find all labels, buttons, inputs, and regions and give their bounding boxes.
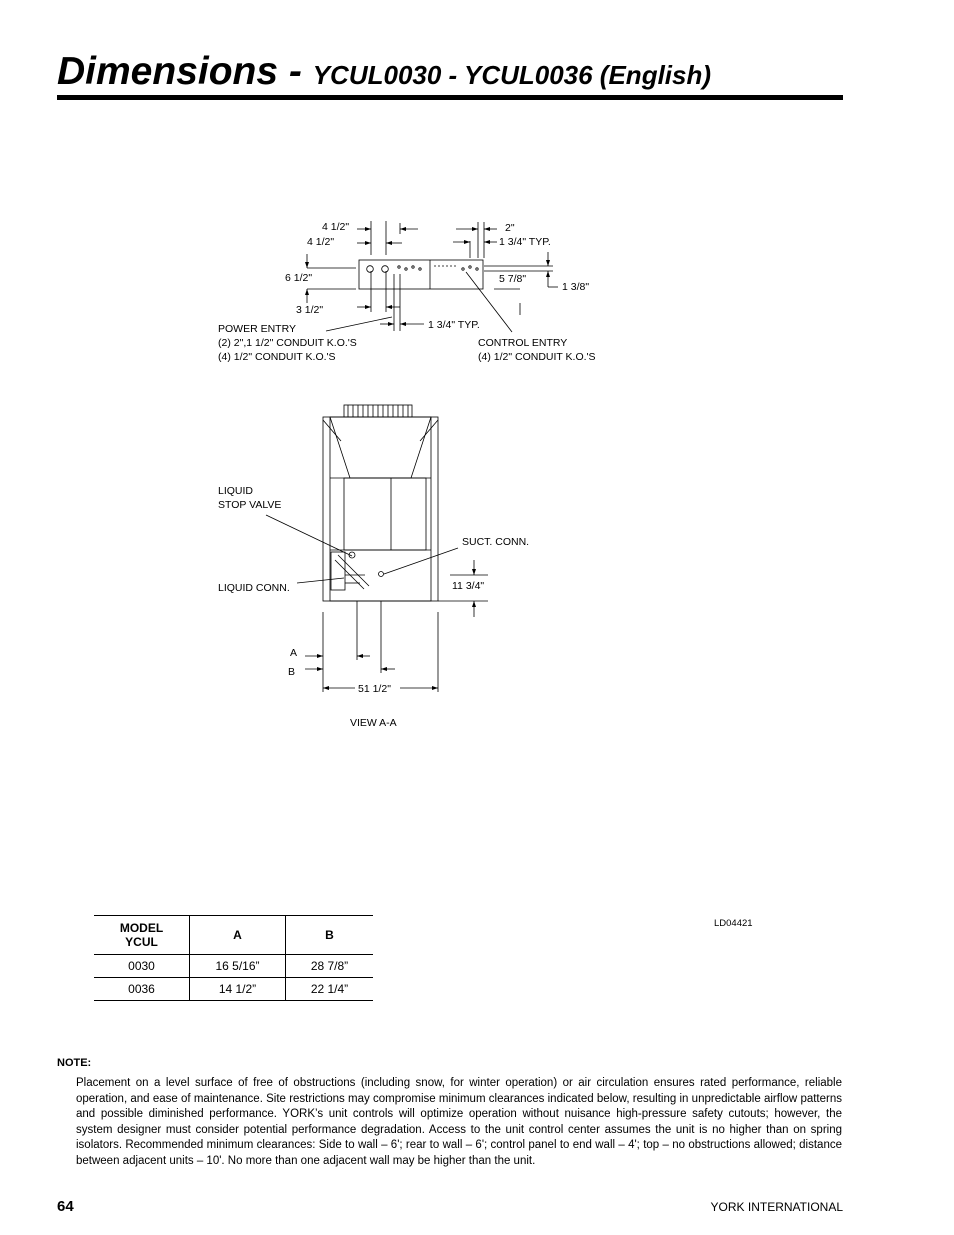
table-cell: 28 7/8” (286, 955, 374, 978)
dim-label: 11 3/4" (452, 580, 485, 592)
title-sub: YCUL0030 - YCUL0036 (English) (312, 60, 712, 90)
control-entry-label: CONTROL ENTRY (4) 1/2" CONDUIT K.O.'S (478, 337, 596, 363)
view-caption: VIEW A-A (350, 717, 397, 729)
table-cell: 0036 (94, 978, 190, 1001)
dim-b-label: B (288, 666, 296, 678)
dim-label: 5 7/8" (499, 273, 527, 285)
dim-label: 1 3/4" TYP. (499, 236, 551, 248)
table-row (94, 978, 373, 1001)
company-name: YORK INTERNATIONAL (710, 1200, 843, 1214)
liquid-connection-label: LIQUID CONN. (218, 582, 290, 594)
page-number: 64 (57, 1198, 74, 1215)
header-model: MODEL YCUL (94, 916, 190, 955)
power-entry-label: POWER ENTRY (2) 2",1 1/2" CONDUIT K.O.'S (4) 1/2" CONDUIT K.O.'S (218, 323, 357, 363)
table-cell: 0030 (94, 955, 190, 978)
liquid-stop-valve-label: LIQUID STOP VALVE (218, 485, 282, 511)
entry-panel (359, 260, 483, 289)
dim-label: 2" (505, 222, 515, 234)
table-cell: 16 5/16” (190, 955, 286, 978)
dim-label: 1 3/4" TYP. (428, 319, 480, 331)
header-b: B (286, 916, 374, 955)
header-a: A (190, 916, 286, 955)
dim-label: 3 1/2" (296, 304, 324, 316)
drawing-id: LD04421 (714, 918, 753, 929)
dim-label: 4 1/2" (322, 221, 350, 233)
dim-width-label: 51 1/2" (358, 683, 391, 695)
unit-outline (323, 417, 438, 601)
dimension-table (94, 915, 373, 1001)
note-body: Placement on a level surface of free of obstructions (including snow, for winter operation) or air circulation ensures rated performance, reliable operation, and ease of maintenance. Site restrictions may compromise minimum clearances indicated below, resulting in unpredictable airflow patterns and possible diminished performance. YORK’s unit controls will optimize operation without nuisance high-pressure safety cutouts; however, the system designer must consider potential performance degradation. Access to the unit control center assumes the unit is no higher than on spring isolators. Recommended minimum clearances: Side to wall – 6'; rear to wall – 6'; control panel to end wall – 4'; top – no obstructions allowed; distance between adjacent units – 10'. No more than one adjacent wall may be higher than the unit. (76, 1077, 842, 1167)
table-header-row (94, 916, 373, 955)
dim-a-label: A (290, 647, 298, 659)
table-cell: 22 1/4” (286, 978, 374, 1001)
dim-label: 1 3/8" (562, 281, 590, 293)
dim-label: 6 1/2" (285, 272, 313, 284)
title-main: Dimensions - (57, 50, 313, 93)
note-heading: NOTE: (57, 1057, 92, 1069)
table-row (94, 955, 373, 978)
dim-label: 4 1/2" (307, 236, 335, 248)
suction-connection-label: SUCT. CONN. (462, 536, 530, 548)
table-cell: 14 1/2” (190, 978, 286, 1001)
